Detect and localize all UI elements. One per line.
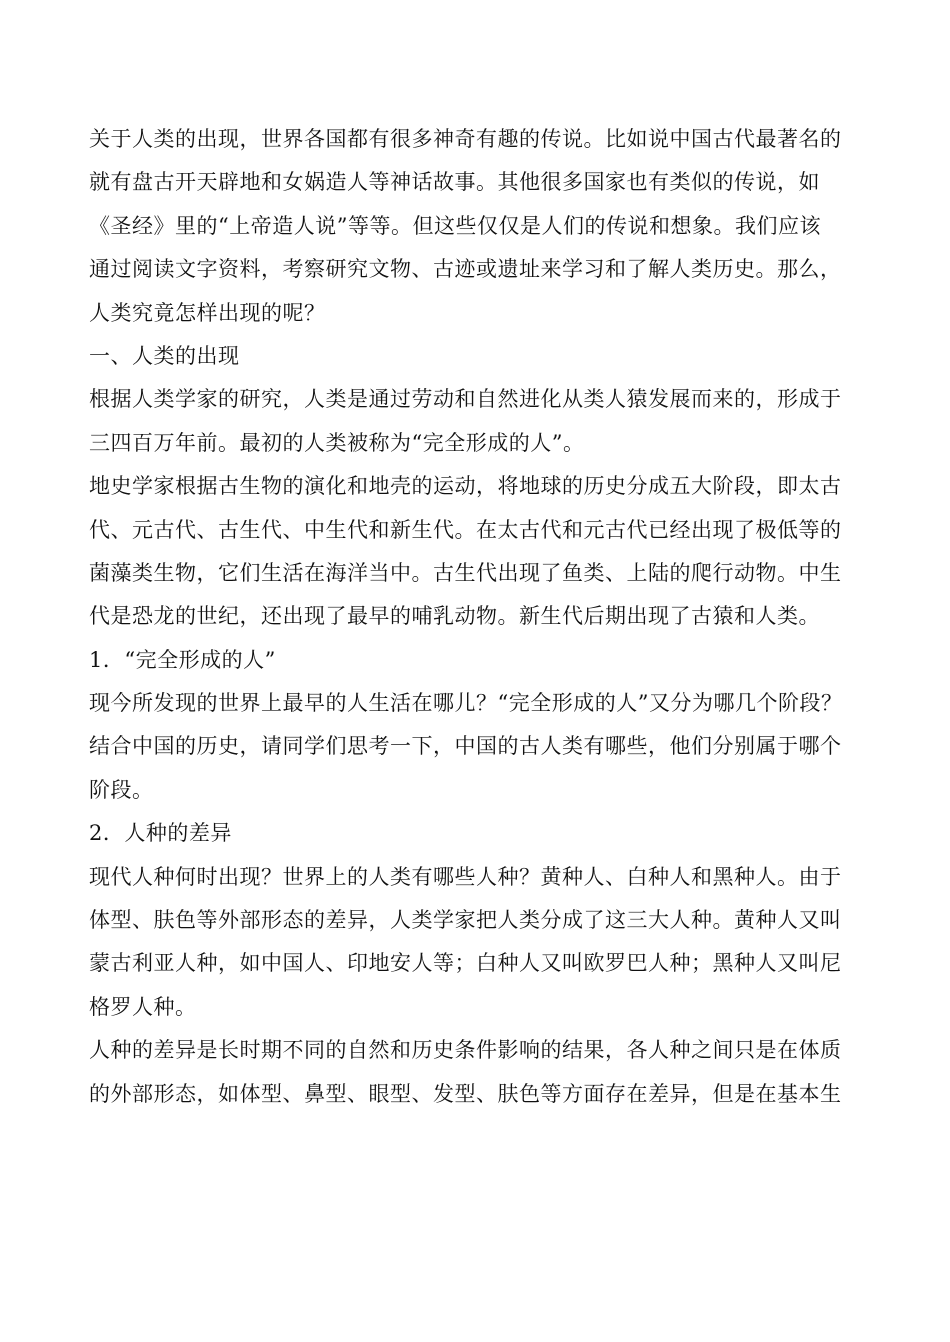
- text-line-geology-3: 菌藻类生物，它们生活在海洋当中。古生代出现了鱼类、上陆的爬行动物。中生: [89, 560, 842, 585]
- text-line-race-1: 现代人种何时出现？世界上的人类有哪些人种？黄种人、白种人和黑种人。由于: [89, 864, 842, 889]
- text-line-conclusion-1: 人种的差异是长时期不同的自然和历史条件影响的结果，各人种之间只是在体质: [89, 1038, 842, 1063]
- section-heading-human-origin: 一、人类的出现: [89, 343, 240, 368]
- text-line-origin-2: 三四百万年前。最初的人类被称为“完全形成的人”。: [89, 430, 585, 455]
- text-line-intro-4: 通过阅读文字资料，考察研究文物、古迹或遗址来学习和了解人类历史。那么，: [89, 257, 842, 282]
- subheading-race-differences: 2．人种的差异: [89, 821, 232, 846]
- subheading-complete-human: 1．“完全形成的人”: [89, 647, 276, 672]
- text-line-intro-5: 人类究竟怎样出现的呢？: [89, 300, 326, 325]
- document-body: [89, 118, 865, 1116]
- text-line-intro-1: 关于人类的出现，世界各国都有很多神奇有趣的传说。比如说中国古代最著名的: [89, 127, 842, 151]
- text-line-question-3: 阶段。: [89, 777, 154, 802]
- text-line-conclusion-2: 的外部形态，如体型、鼻型、眼型、发型、肤色等方面存在差异，但是在基本生: [89, 1081, 842, 1106]
- text-line-race-3: 蒙古利亚人种，如中国人、印地安人等；白种人又叫欧罗巴人种；黑种人又叫尼: [89, 951, 842, 976]
- text-line-intro-2: 就有盘古开天辟地和女娲造人等神话故事。其他很多国家也有类似的传说，如: [89, 170, 820, 195]
- text-line-race-2: 体型、肤色等外部形态的差异，人类学家把人类分成了这三大人种。黄种人又叫: [89, 908, 842, 933]
- text-line-geology-4: 代是恐龙的世纪，还出现了最早的哺乳动物。新生代后期出现了古猿和人类。: [89, 604, 820, 629]
- text-line-origin-1: 根据人类学家的研究，人类是通过劳动和自然进化从类人猿发展而来的，形成于: [89, 387, 842, 412]
- text-line-intro-3: 《圣经》里的“上帝造人说”等等。但这些仅仅是人们的传说和想象。我们应该: [89, 213, 821, 238]
- text-line-geology-1: 地史学家根据古生物的演化和地壳的运动，将地球的历史分成五大阶段，即太古: [89, 474, 842, 499]
- text-line-question-1: 现今所发现的世界上最早的人生活在哪儿？“完全形成的人”又分为哪几个阶段？: [89, 691, 843, 716]
- text-line-question-2: 结合中国的历史，请同学们思考一下，中国的古人类有哪些，他们分别属于哪个: [89, 734, 842, 759]
- text-line-race-4: 格罗人种。: [89, 994, 197, 1019]
- text-line-geology-2: 代、元古代、古生代、中生代和新生代。在太古代和元古代已经出现了极低等的: [89, 517, 842, 542]
